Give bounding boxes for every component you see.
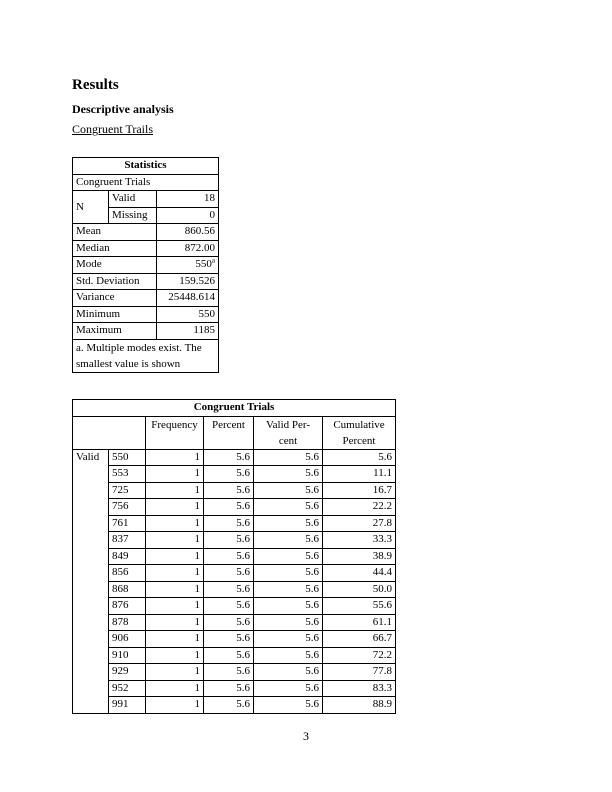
number-cell: 22.2: [323, 499, 396, 516]
number-cell: 83.3: [323, 680, 396, 697]
number-cell: 5.6: [204, 647, 254, 664]
statistic-value: [157, 290, 219, 307]
statistic-value-text: 860.56: [184, 225, 215, 238]
number-cell: 5.6: [204, 680, 254, 697]
statistic-value-text: 1185: [193, 324, 215, 337]
statistics-row: [73, 306, 219, 323]
number-cell: 38.9: [323, 548, 396, 565]
number-cell: 5.6: [254, 466, 323, 483]
number-cell: 5.6: [254, 631, 323, 648]
statistics-row: [73, 323, 219, 340]
statistic-value: [157, 224, 219, 241]
descriptive-analysis-heading: Descriptive analysis: [72, 102, 174, 116]
value-cell: 929: [109, 664, 146, 681]
n-label: N: [73, 191, 109, 224]
value-cell: 756: [109, 499, 146, 516]
number-cell: 1: [146, 532, 204, 549]
number-cell: 88.9: [323, 697, 396, 714]
statistic-label: Mean: [73, 224, 157, 241]
valid-group-label: Valid: [73, 449, 109, 713]
number-cell: 5.6: [254, 647, 323, 664]
number-cell: 5.6: [254, 598, 323, 615]
number-cell: 5.6: [204, 532, 254, 549]
value-cell: 553: [109, 466, 146, 483]
value-cell: 761: [109, 515, 146, 532]
statistics-row: [73, 257, 219, 274]
statistic-value: [157, 240, 219, 257]
value-cell: 550: [109, 449, 146, 466]
value-cell: 878: [109, 614, 146, 631]
value-cell: 725: [109, 482, 146, 499]
statistics-table: [72, 157, 219, 373]
column-header: Valid Per-cent: [254, 416, 323, 449]
table-row: [73, 598, 396, 615]
table-row: [73, 680, 396, 697]
number-cell: 16.7: [323, 482, 396, 499]
number-cell: 5.6: [204, 499, 254, 516]
value-cell: 868: [109, 581, 146, 598]
number-cell: 5.6: [254, 565, 323, 582]
table-row: [73, 697, 396, 714]
table-row: [73, 647, 396, 664]
number-cell: 5.6: [323, 449, 396, 466]
number-cell: 77.8: [323, 664, 396, 681]
statistic-value: [157, 306, 219, 323]
number-cell: 1: [146, 631, 204, 648]
valid-label: Valid: [109, 191, 157, 208]
missing-label: Missing: [109, 207, 157, 224]
statistic-value: [157, 323, 219, 340]
table-row: [73, 631, 396, 648]
number-cell: 1: [146, 664, 204, 681]
value-cell: 856: [109, 565, 146, 582]
statistic-value-text: 550: [195, 258, 212, 271]
table-row: [73, 548, 396, 565]
number-cell: 1: [146, 449, 204, 466]
statistic-label: Mode: [73, 257, 157, 274]
statistic-value-text: 159.526: [179, 274, 215, 287]
table-row: [73, 482, 396, 499]
table-row: [73, 466, 396, 483]
table-row: [73, 499, 396, 516]
number-cell: 5.6: [204, 565, 254, 582]
number-cell: 5.6: [204, 482, 254, 499]
number-cell: 11.1: [323, 466, 396, 483]
table-row: [73, 532, 396, 549]
number-cell: 72.2: [323, 647, 396, 664]
statistic-label: Minimum: [73, 306, 157, 323]
number-cell: 1: [146, 515, 204, 532]
number-cell: 5.6: [204, 697, 254, 714]
number-cell: 61.1: [323, 614, 396, 631]
statistics-row: [73, 224, 219, 241]
table-row: [73, 664, 396, 681]
number-cell: 33.3: [323, 532, 396, 549]
number-cell: 1: [146, 565, 204, 582]
table-row: [73, 515, 396, 532]
number-cell: 5.6: [254, 664, 323, 681]
value-cell: 906: [109, 631, 146, 648]
number-cell: 5.6: [204, 548, 254, 565]
valid-value: 18: [157, 191, 219, 208]
value-cell: 952: [109, 680, 146, 697]
statistics-row: [73, 240, 219, 257]
table-row: [73, 449, 396, 466]
number-cell: 1: [146, 647, 204, 664]
frequency-title: Congruent Trials: [73, 400, 396, 417]
missing-value: 0: [157, 207, 219, 224]
number-cell: 5.6: [204, 515, 254, 532]
statistic-value: [157, 257, 219, 274]
number-cell: 1: [146, 581, 204, 598]
footnote-marker: a: [211, 256, 215, 265]
number-cell: 1: [146, 499, 204, 516]
number-cell: 5.6: [254, 581, 323, 598]
statistics-variable: Congruent Trials: [73, 174, 219, 191]
column-header: Percent: [204, 416, 254, 449]
number-cell: 5.6: [254, 697, 323, 714]
value-cell: 991: [109, 697, 146, 714]
number-cell: 5.6: [254, 680, 323, 697]
header-blank: [73, 416, 146, 449]
number-cell: 1: [146, 614, 204, 631]
number-cell: 5.6: [254, 532, 323, 549]
number-cell: 44.4: [323, 565, 396, 582]
number-cell: 1: [146, 598, 204, 615]
number-cell: 5.6: [254, 499, 323, 516]
number-cell: 5.6: [254, 548, 323, 565]
number-cell: 5.6: [204, 631, 254, 648]
congruent-trails-subheading: Congruent Trails: [72, 122, 154, 136]
statistic-value-text: 872.00: [184, 241, 215, 254]
statistics-row: [73, 290, 219, 307]
statistic-label: Variance: [73, 290, 157, 307]
value-cell: 837: [109, 532, 146, 549]
number-cell: 1: [146, 482, 204, 499]
frequency-rows: [73, 449, 396, 713]
number-cell: 66.7: [323, 631, 396, 648]
statistic-value: [157, 273, 219, 290]
number-cell: 1: [146, 697, 204, 714]
statistics-row: [73, 273, 219, 290]
table-row: [73, 581, 396, 598]
frequency-header-row: [73, 416, 396, 449]
number-cell: 5.6: [204, 614, 254, 631]
number-cell: 5.6: [204, 598, 254, 615]
number-cell: 5.6: [204, 449, 254, 466]
table-row: [73, 565, 396, 582]
statistics-rows: [73, 224, 219, 340]
number-cell: 27.8: [323, 515, 396, 532]
number-cell: 50.0: [323, 581, 396, 598]
column-header: Frequency: [146, 416, 204, 449]
statistics-title: Statistics: [73, 158, 219, 175]
number-cell: 5.6: [204, 664, 254, 681]
number-cell: 5.6: [254, 515, 323, 532]
statistic-label: Std. Deviation: [73, 273, 157, 290]
results-heading: Results: [72, 77, 119, 93]
frequency-table: [72, 399, 396, 714]
statistic-value-text: 550: [198, 307, 215, 320]
value-cell: 910: [109, 647, 146, 664]
number-cell: 5.6: [204, 581, 254, 598]
number-cell: 1: [146, 466, 204, 483]
number-cell: 1: [146, 680, 204, 697]
value-cell: 849: [109, 548, 146, 565]
value-cell: 876: [109, 598, 146, 615]
number-cell: 5.6: [254, 449, 323, 466]
statistic-label: Maximum: [73, 323, 157, 340]
page-number: 3: [303, 729, 309, 743]
number-cell: 55.6: [323, 598, 396, 615]
number-cell: 5.6: [254, 614, 323, 631]
number-cell: 5.6: [254, 482, 323, 499]
column-header: Cumulative Percent: [323, 416, 396, 449]
statistic-label: Median: [73, 240, 157, 257]
statistic-value-text: 25448.614: [168, 291, 215, 304]
statistics-footnote: a. Multiple modes exist. The smallest value is shown: [73, 339, 219, 372]
number-cell: 1: [146, 548, 204, 565]
table-row: [73, 614, 396, 631]
number-cell: 5.6: [204, 466, 254, 483]
